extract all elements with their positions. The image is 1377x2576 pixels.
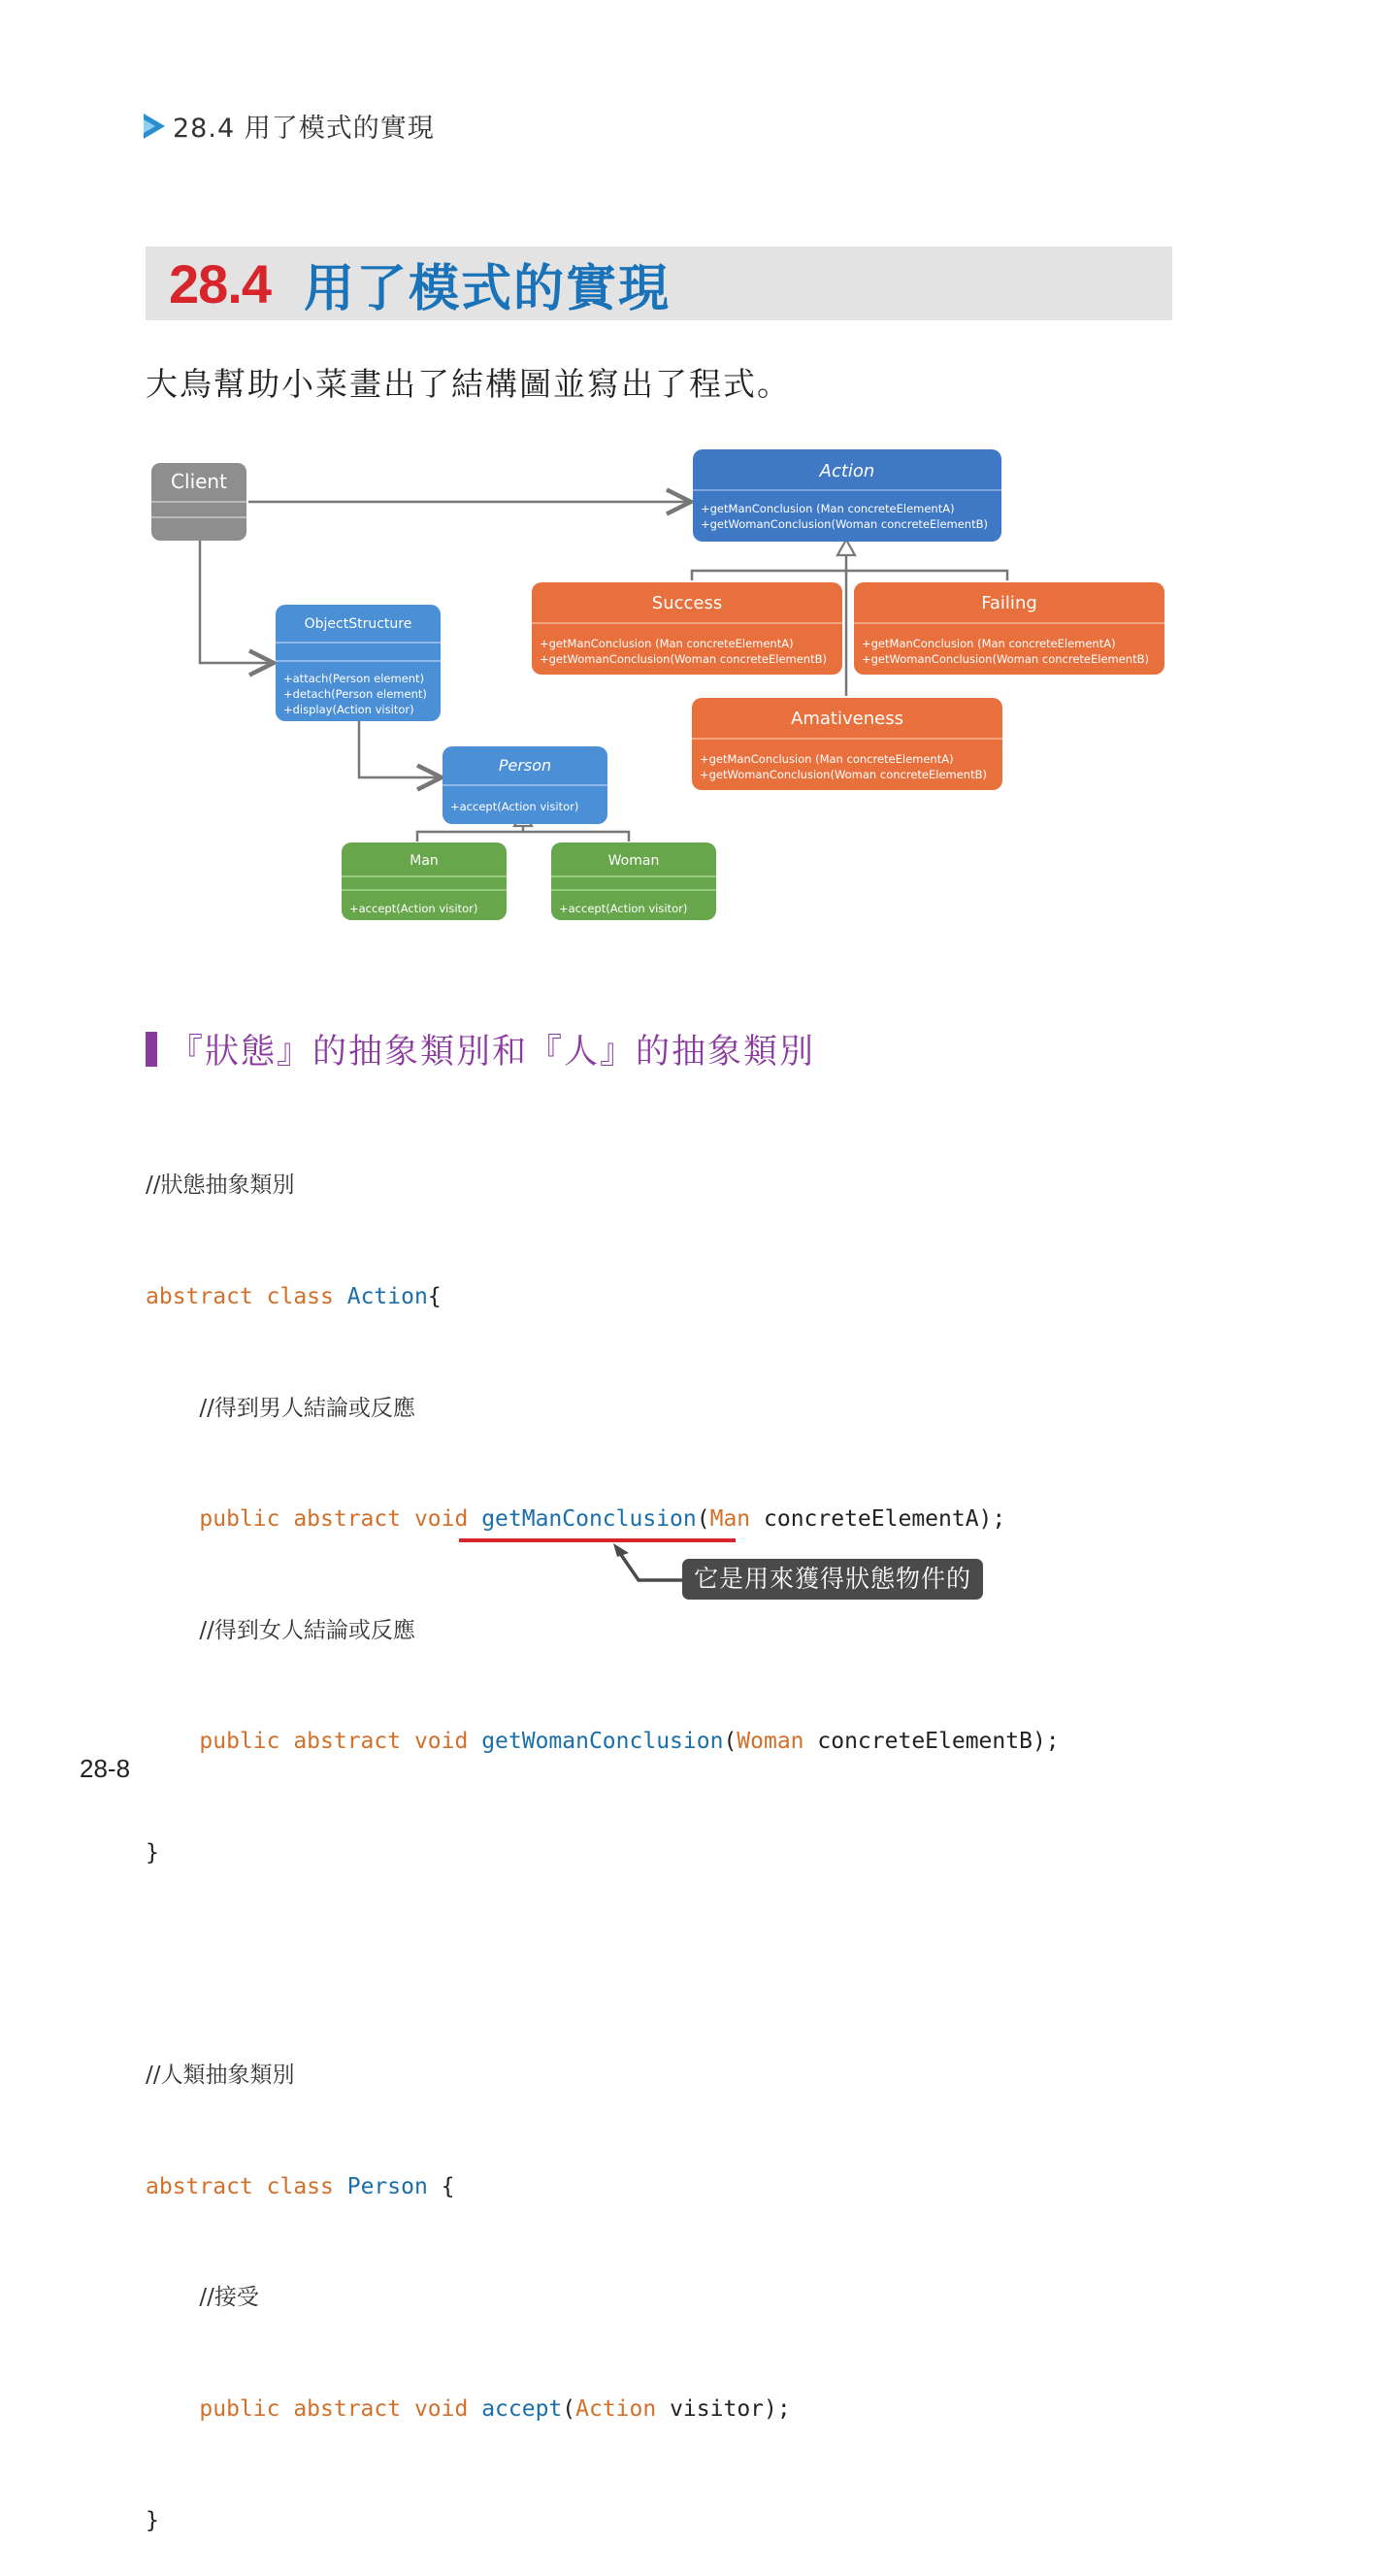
code-type: Action [346, 1284, 428, 1309]
objectstructure-method: +attach(Person element) [283, 672, 425, 685]
amativeness-method: +getManConclusion (Man concreteElementA) [700, 752, 954, 766]
code-type: Woman [737, 1729, 804, 1755]
success-name: Success [651, 593, 723, 613]
code-text: ( [723, 1729, 738, 1755]
code-line [146, 1501, 1060, 1537]
section-title: 用了模式的實現 [304, 259, 672, 318]
sub-heading [146, 1025, 815, 1073]
code-keyword: public abstract void [199, 1506, 482, 1533]
action-name: Action [819, 461, 875, 481]
objectstructure-name: ObjectStructure [304, 616, 412, 632]
woman-name: Woman [607, 853, 660, 869]
callout-label: 它是用來獲得狀態物件的 [682, 1559, 983, 1600]
code-comment: //得到男人結論或反應 [199, 1395, 415, 1421]
code-line [146, 1834, 1060, 1871]
running-header [144, 107, 435, 145]
code-comment: //接受 [199, 2285, 259, 2311]
inheritance-triangle-icon [837, 540, 855, 555]
callout-arrow-icon [611, 1543, 689, 1592]
code-line [146, 1278, 1060, 1315]
code-line [146, 2502, 1060, 2539]
heading-bar [146, 1032, 157, 1067]
failing-name: Failing [981, 593, 1037, 613]
code-keyword: abstract class [146, 1284, 347, 1309]
code-line [146, 2279, 1060, 2316]
failing-method: +getManConclusion (Man concreteElementA) [862, 637, 1116, 650]
code-keyword: public abstract void [199, 1729, 482, 1755]
class-person [443, 746, 607, 824]
code-comment: //人類抽象類別 [146, 2063, 295, 2089]
person-method: +accept(Action visitor) [450, 800, 579, 813]
code-method: getWomanConclusion [481, 1729, 724, 1755]
code-comment: //狀態抽象類別 [146, 1172, 295, 1199]
code-listing [146, 1093, 1060, 2576]
class-man [342, 842, 507, 920]
action-method: +getWomanConclusion(Woman concreteElementB) [701, 517, 988, 531]
person-inheritance-line [417, 832, 629, 842]
class-action [693, 449, 1001, 542]
code-text: { [427, 1284, 442, 1309]
class-failing [854, 582, 1164, 675]
man-method: +accept(Action visitor) [349, 902, 478, 915]
code-text: concreteElementA); [750, 1506, 1006, 1533]
client-to-objectstructure-line [200, 537, 274, 663]
action-inheritance-line [692, 571, 1007, 580]
person-name: Person [498, 756, 552, 775]
woman-method: +accept(Action visitor) [559, 902, 688, 915]
class-client [151, 463, 246, 541]
code-type: Person [346, 2173, 428, 2199]
uml-diagram [136, 442, 1184, 946]
section-title-bar [146, 247, 1172, 320]
running-header-text: 28.4 用了模式的實現 [173, 114, 435, 144]
code-text: } [146, 1839, 159, 1866]
class-woman [551, 842, 716, 920]
highlight-underline [459, 1538, 736, 1542]
code-line [146, 2391, 1060, 2427]
objectstructure-to-person-line [359, 721, 442, 777]
code-text: } [146, 2507, 159, 2533]
code-line [146, 1612, 1060, 1649]
code-text: { [427, 2173, 455, 2199]
code-keyword: abstract class [146, 2173, 347, 2199]
code-line [146, 1390, 1060, 1427]
code-line [146, 1167, 1060, 1204]
code-type: Action [575, 2395, 657, 2422]
triangle-bullet-icon [144, 114, 165, 139]
code-keyword: public abstract void [199, 2395, 482, 2422]
code-text: ( [562, 2395, 576, 2422]
code-method: getManConclusion [481, 1506, 697, 1533]
section-number: 28.4 [169, 252, 271, 314]
code-line [146, 2168, 1060, 2205]
code-method: accept [481, 2395, 563, 2422]
class-success [532, 582, 842, 675]
amativeness-method: +getWomanConclusion(Woman concreteElementB) [700, 768, 987, 781]
objectstructure-method: +display(Action visitor) [283, 703, 414, 716]
sub-heading-text: 『狀態』的抽象類別和『人』的抽象類別 [169, 1033, 816, 1072]
class-objectstructure [276, 605, 441, 721]
failing-method: +getWomanConclusion(Woman concreteElementB) [862, 652, 1149, 666]
success-method: +getManConclusion (Man concreteElementA) [540, 637, 794, 650]
code-text: concreteElementB); [803, 1729, 1060, 1755]
code-comment: //得到女人結論或反應 [199, 1617, 415, 1643]
amativeness-name: Amativeness [791, 709, 903, 729]
page-number: 28-8 [80, 1754, 131, 1783]
code-line [146, 2057, 1060, 2094]
code-type: Man [709, 1506, 751, 1533]
action-method: +getManConclusion (Man concreteElementA) [701, 502, 955, 515]
client-name: Client [171, 470, 227, 493]
code-text: visitor); [656, 2395, 791, 2422]
success-method: +getWomanConclusion(Woman concreteElementB) [540, 652, 827, 666]
code-line [146, 1723, 1060, 1760]
objectstructure-method: +detach(Person element) [283, 687, 427, 701]
man-name: Man [410, 853, 439, 869]
class-amativeness [692, 698, 1002, 790]
intro-text: 大鳥幫助小菜畫出了結構圖並寫出了程式。 [146, 365, 791, 403]
code-text: ( [696, 1506, 710, 1533]
